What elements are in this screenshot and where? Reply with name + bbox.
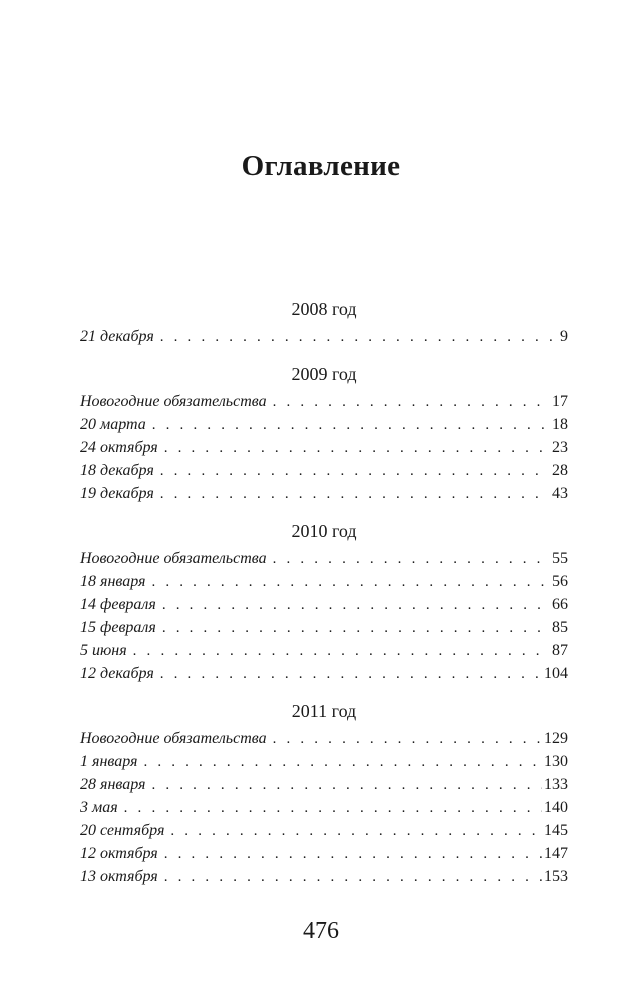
toc-entry [80,639,568,662]
section-heading: 2009 год [291,364,357,384]
entry-title: 20 марта [80,416,146,433]
entry-page-number: 153 [544,868,568,885]
section-heading: 2010 год [291,521,357,541]
dot-leader [162,617,550,640]
toc-section [80,297,568,348]
dot-leader [164,437,550,460]
dot-leader [124,797,542,820]
toc-entry [80,436,568,459]
dot-leader [273,548,550,571]
entry-page-number: 28 [552,462,568,479]
entry-page-number: 104 [544,665,568,682]
toc-entry [80,865,568,888]
toc-entry [80,842,568,865]
dot-leader [152,414,550,437]
toc-entry [80,459,568,482]
entry-page-number: 56 [552,573,568,590]
entry-title: 19 декабря [80,485,154,502]
dot-leader [160,460,550,483]
entry-page-number: 9 [560,328,568,345]
toc-entry [80,773,568,796]
entry-title: 5 июня [80,642,127,659]
dot-leader [151,774,542,797]
toc-entry [80,616,568,639]
entry-title: 28 января [80,776,146,793]
dot-leader [170,820,542,843]
entry-title: 1 января [80,753,138,770]
entry-page-number: 145 [544,822,568,839]
entry-page-number: 55 [552,550,568,567]
toc-entry [80,662,568,685]
toc-entry [80,482,568,505]
entry-page-number: 147 [544,845,568,862]
toc-entry [80,547,568,570]
dot-leader [143,751,542,774]
dot-leader [151,571,550,594]
entry-title: 14 февраля [80,596,156,613]
entry-title: 3 мая [80,799,118,816]
entry-page-number: 66 [552,596,568,613]
entry-title: 12 октября [80,845,158,862]
toc-section [80,362,568,505]
toc-entry [80,325,568,348]
entry-title: Новогодние обязательства [80,550,267,567]
entry-page-number: 129 [544,730,568,747]
entry-page-number: 23 [552,439,568,456]
entry-page-number: 17 [552,393,568,410]
dot-leader [273,728,542,751]
toc-entry [80,570,568,593]
toc-entry [80,750,568,773]
entry-page-number: 18 [552,416,568,433]
page-number: 476 [303,918,339,944]
dot-leader [160,326,558,349]
dot-leader [273,391,550,414]
entry-page-number: 87 [552,642,568,659]
entry-title: 24 октября [80,439,158,456]
entry-title: 15 февраля [80,619,156,636]
section-heading: 2008 год [291,299,357,319]
entry-title: 18 января [80,573,146,590]
dot-leader [162,594,550,617]
entry-title: Новогодние обязательства [80,730,267,747]
dot-leader [164,866,542,889]
entry-title: 13 октября [80,868,158,885]
toc-entry [80,796,568,819]
dot-leader [133,640,550,663]
entry-page-number: 140 [544,799,568,816]
dot-leader [160,663,542,686]
section-heading: 2011 год [291,701,357,721]
page-title: Оглавление [241,150,401,182]
entry-title: 18 декабря [80,462,154,479]
toc-section [80,519,568,685]
entry-title: 20 сентября [80,822,165,839]
entry-page-number: 85 [552,619,568,636]
toc-section [80,699,568,888]
table-of-contents [80,297,568,888]
entry-title: 21 декабря [80,328,154,345]
toc-entry [80,390,568,413]
entry-title: 12 декабря [80,665,154,682]
entry-page-number: 133 [544,776,568,793]
dot-leader [160,483,550,506]
dot-leader [164,843,542,866]
entry-page-number: 130 [544,753,568,770]
entry-page-number: 43 [552,485,568,502]
toc-entry [80,593,568,616]
toc-entry [80,413,568,436]
toc-entry [80,819,568,842]
toc-entry [80,727,568,750]
entry-title: Новогодние обязательства [80,393,267,410]
